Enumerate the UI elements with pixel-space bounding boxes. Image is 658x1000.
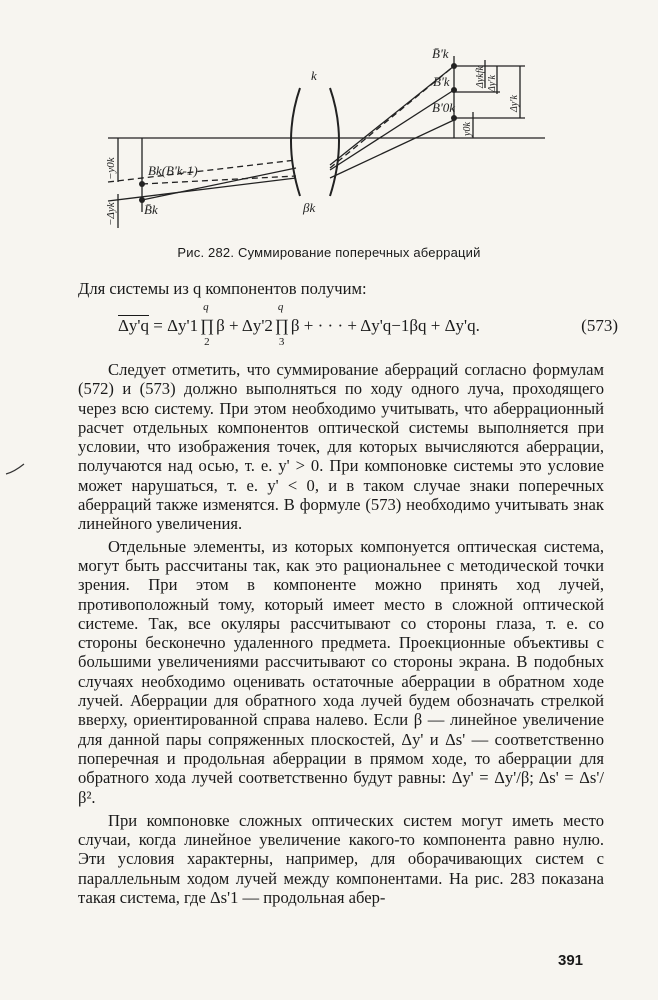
label-beta-k: βk: [303, 200, 316, 215]
page-number: 391: [558, 952, 584, 969]
label-k: k: [311, 68, 317, 83]
formula-part2: β + Δy'2: [216, 316, 273, 335]
label-bk-prev: Bk(B'k-1): [148, 163, 198, 178]
product-1: ∏ q 2: [200, 301, 215, 348]
body-text: [78, 360, 604, 907]
label-minus-y0k: −y0k: [105, 157, 117, 180]
prod1-upper: q: [203, 301, 209, 313]
paragraph-2: Отдельные элементы, из которых компонуется оптическая система, могут быть рассчитаны так, как это рациональнее с методической точки зрения. При этом в компоненте можно принять ход лучей, противоположный тому, который имеет место в сложной оптической системе. Так, все окуляры рассчитывают со стороны глаза, т. е. со стороны бесконечно удаленного предмета. Проекционные объективы с большими увеличениями рассчитывают со стороны экрана. В подобных случаях необходимо оценивать остаточные аберрации в обратном ходе лучей. Аберрации для обратного хода лучей будем обозначать стрелкой вверху, ориентированной справа налево. Если β — линейное увеличение для данной пары сопряженных плоскостей, Δy' и Δs' — соответственно поперечная и продольная аберрации в прямом ходе, то аберрации для обратного хода лучей соответственно будут равны: Δy' = Δy'/β; Δs' = Δs'/β².: [78, 536, 604, 807]
label-bk-prime: B'k: [433, 74, 450, 89]
label-dyk-prime-right: Δy'k: [509, 95, 520, 112]
intro-line: Для системы из q компонентов получим:: [78, 279, 367, 298]
formula-part3: β + · · · + Δy'q−1βq + Δy'q.: [290, 316, 480, 335]
figure-caption: Рис. 282. Суммирование поперечных аберраций: [177, 245, 481, 260]
label-b0k-prime: B'0k: [432, 100, 455, 115]
paragraph-1: Следует отметить, что суммирование аберраций согласно формулам (572) и (573) должно выполняться по ходу одного луча, проходящего через всю систему. При этом необходимо учитывать, что аберрационный расчет отдельных компонентов оптической системы выполняется при условии, что изображения точек, для которых вычисляются аберрации, получаются над осью, т. е. y' > 0. При компоновке системы это условие может нарушаться, т. е. y' < 0, и в таком случае знаки поперечных аберраций также изменятся. В формуле (573) необходимо учитывать знак линейного увеличения.: [78, 360, 604, 534]
label-bk-bar: B̄k: [144, 202, 158, 217]
formula-573: [118, 301, 618, 352]
margin-mark: [4, 462, 28, 478]
lens: [291, 88, 339, 196]
prod2-upper: q: [277, 301, 284, 313]
paragraph-3: При компоновке сложных оптических систем могут иметь место случаи, когда линейное увеличение какого-то компонента равно нулю. Эти условия характерны, например, для оборачивающих систем с параллельным ходом лучей между компонентами. На рис. 283 показана такая система, где Δs'1 — продольная абер-: [78, 810, 604, 908]
label-y0k: y0k: [462, 122, 473, 136]
formula-lhs: Δy'q: [118, 316, 149, 335]
label-dyk-prime: Δy'k: [487, 75, 498, 92]
prod1-lower: 2: [204, 336, 210, 348]
formula-number: (573): [581, 316, 618, 335]
product-2: ∏ q 3: [274, 301, 289, 348]
label-bk-prime-bar: B̄'k: [432, 46, 449, 61]
formula-eq: = Δy'1: [149, 316, 199, 335]
label-dyk-fk: Δykfk: [475, 66, 486, 88]
prod2-lower: 3: [278, 336, 285, 348]
label-minus-dyk: −Δyk: [105, 202, 117, 226]
aberration-diagram: [0, 0, 658, 240]
